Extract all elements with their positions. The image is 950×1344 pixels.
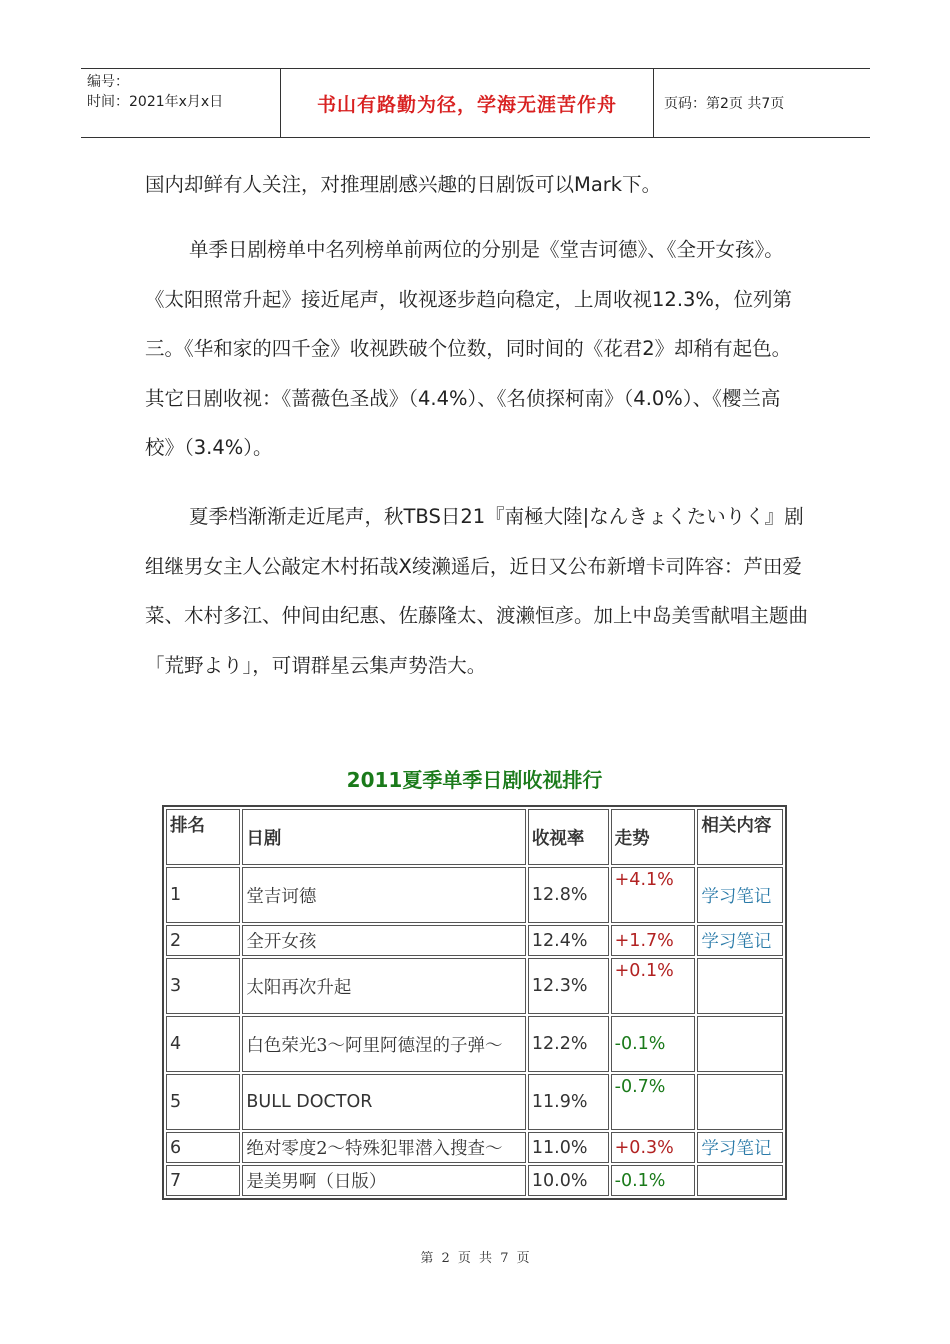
header-related: 相关内容 [697, 809, 783, 865]
table-row [166, 1165, 783, 1196]
paragraph-2: 单季日剧榜单中名列榜单前两位的分别是《堂吉诃德》、《全开女孩》。《太阳照常升起》接近尾声，收视逐步趋向稳定，上周收视12.3%，位列第三。《华和家的四千金》收视跌破个位数，同时间的《花君2》却稍有起色。其它日剧收视：《蔷薇色圣战》（4.4%）、《名侦探柯南》（4.0%）、《樱兰高校》（3.4%）。 [145, 238, 792, 459]
row-trend: +0.1% [611, 958, 696, 1014]
row-rank: 6 [166, 1132, 240, 1163]
date-label: 时间：2021年x月x日 [87, 94, 224, 110]
table-row [166, 1132, 783, 1163]
ratings-table [162, 805, 787, 1200]
row-drama: 全开女孩 [242, 925, 525, 956]
row-rating: 12.4% [528, 925, 609, 956]
row-drama: 太阳再次升起 [242, 958, 525, 1014]
table-row [166, 958, 783, 1014]
row-drama: 绝对零度2～特殊犯罪潜入搜查～ [242, 1132, 525, 1163]
row-rating: 12.3% [528, 958, 609, 1014]
header-drama: 日剧 [242, 809, 525, 865]
row-drama: 是美男啊（日版） [242, 1165, 525, 1196]
row-trend: -0.7% [611, 1074, 696, 1130]
row-rank: 3 [166, 958, 240, 1014]
row-rating: 10.0% [528, 1165, 609, 1196]
paragraph-1: 国内却鲜有人关注，对推理剧感兴趣的日剧饭可以Mark下。 [145, 173, 662, 196]
row-related [697, 1074, 783, 1130]
row-trend: +0.3% [611, 1132, 696, 1163]
table-row [166, 925, 783, 956]
header-rank: 排名 [166, 809, 240, 865]
row-drama: BULL DOCTOR [242, 1074, 525, 1130]
table-row [166, 867, 783, 923]
row-rank: 1 [166, 867, 240, 923]
row-trend: +1.7% [611, 925, 696, 956]
row-rating: 11.0% [528, 1132, 609, 1163]
header-motto: 书山有路勤为径，学海无涯苦作舟 [281, 69, 654, 137]
row-rank: 7 [166, 1165, 240, 1196]
page-footer: 第 2 页 共 7 页 [420, 1251, 530, 1266]
document-header [81, 68, 870, 138]
row-rating: 12.2% [528, 1016, 609, 1072]
row-drama: 白色荣光3～阿里阿德涅的子弹～ [242, 1016, 525, 1072]
row-related-link[interactable]: 学习笔记 [697, 867, 783, 923]
row-rank: 4 [166, 1016, 240, 1072]
row-rating: 11.9% [528, 1074, 609, 1130]
row-related [697, 958, 783, 1014]
row-drama: 堂吉诃德 [242, 867, 525, 923]
row-trend: -0.1% [611, 1016, 696, 1072]
row-trend: +4.1% [611, 867, 696, 923]
header-page-info: 页码：第2页 共7页 [664, 96, 785, 112]
row-related [697, 1165, 783, 1196]
row-trend: -0.1% [611, 1165, 696, 1196]
row-rating: 12.8% [528, 867, 609, 923]
row-related-link[interactable]: 学习笔记 [697, 925, 783, 956]
table-header-row [166, 809, 783, 865]
header-rating: 收视率 [528, 809, 609, 865]
header-trend: 走势 [611, 809, 696, 865]
row-rank: 5 [166, 1074, 240, 1130]
table-row [166, 1016, 783, 1072]
table-title: 2011夏季单季日剧收视排行 [346, 768, 603, 792]
number-label: 编号： [87, 74, 129, 90]
row-related [697, 1016, 783, 1072]
header-meta [81, 69, 281, 137]
row-related-link[interactable]: 学习笔记 [697, 1132, 783, 1163]
paragraph-3: 夏季档渐渐走近尾声，秋TBS日21『南極大陸|なんきょくたいりく』剧组继男女主人公敲定木村拓哉X绫濑遥后，近日又公布新增卡司阵容：芦田爱菜、木村多江、仲间由纪惠、佐藤隆太、渡濑恒彦。加上中岛美雪献唱主题曲「荒野より」，可谓群星云集声势浩大。 [145, 505, 809, 677]
row-rank: 2 [166, 925, 240, 956]
table-row [166, 1074, 783, 1130]
